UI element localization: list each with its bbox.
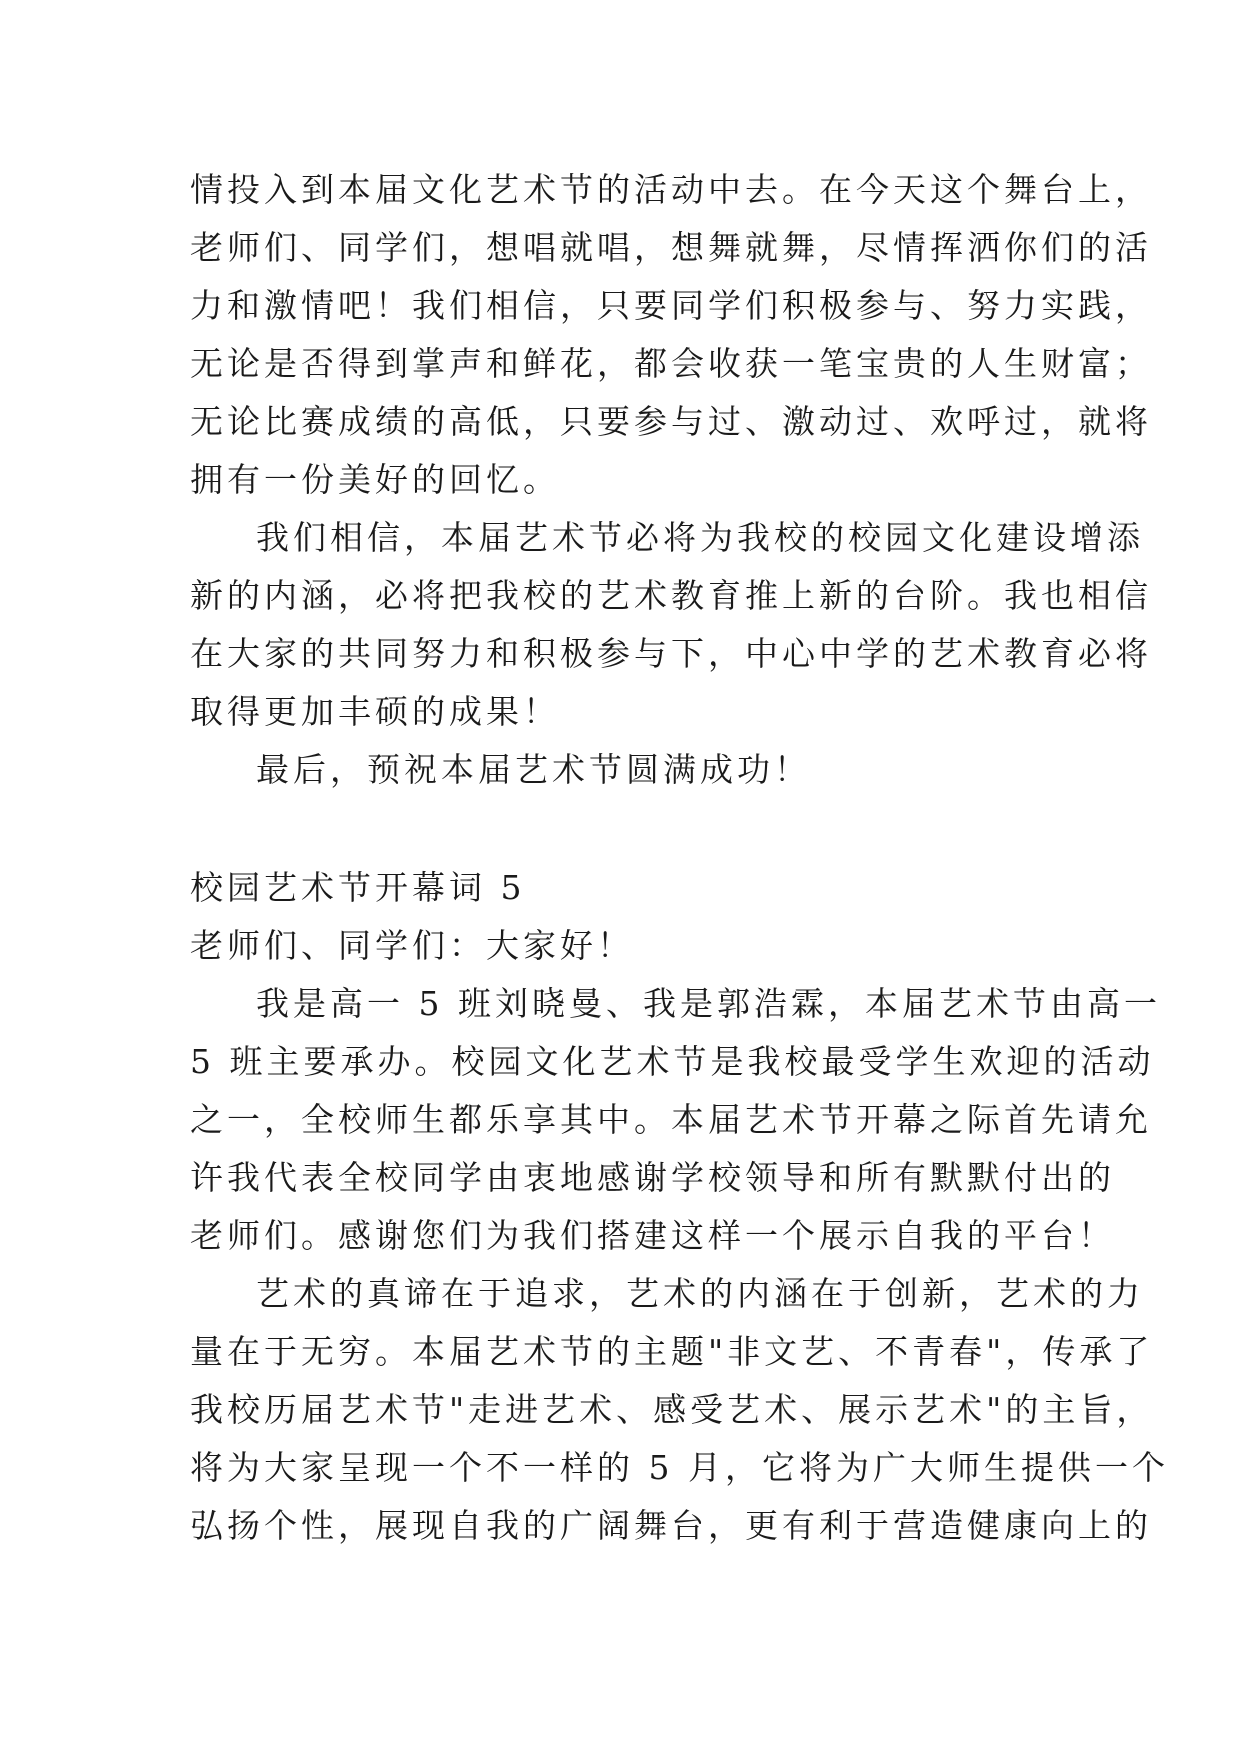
paragraph-line: 取得更加丰硕的成果！ [190, 692, 560, 731]
paragraph-line: 弘扬个性，展现自我的广阔舞台，更有利于营造健康向上的 [190, 1506, 1152, 1545]
paragraph-line: 新的内涵，必将把我校的艺术教育推上新的台阶。我也相信 [190, 576, 1152, 615]
paragraph-line: 艺术的真谛在于追求，艺术的内涵在于创新，艺术的力 [256, 1274, 1144, 1313]
paragraph-line: 力和激情吧！我们相信，只要同学们积极参与、努力实践， [190, 286, 1152, 325]
paragraph-line: 最后，预祝本届艺术节圆满成功！ [256, 750, 811, 789]
paragraph-line: 之一，全校师生都乐享其中。本届艺术节开幕之际首先请允 [190, 1100, 1152, 1139]
paragraph-line: 许我代表全校同学由衷地感谢学校领导和所有默默付出的 [190, 1158, 1115, 1197]
section-title: 校园艺术节开幕词 5 [190, 868, 526, 907]
paragraph-line: 情投入到本届文化艺术节的活动中去。在今天这个舞台上， [190, 170, 1152, 209]
paragraph-line: 5 班主要承办。校园文化艺术节是我校最受学生欢迎的活动 [190, 1042, 1155, 1081]
paragraph-line: 无论是否得到掌声和鲜花，都会收获一笔宝贵的人生财富； [190, 344, 1152, 383]
paragraph-line: 量在于无穷。本届艺术节的主题"非文艺、不青春"，传承了 [190, 1332, 1154, 1371]
paragraph-line: 我们相信，本届艺术节必将为我校的校园文化建设增添 [256, 518, 1144, 557]
paragraph-line: 将为大家呈现一个不一样的 5 月，它将为广大师生提供一个 [190, 1448, 1169, 1487]
greeting: 老师们、同学们：大家好！ [190, 926, 634, 965]
paragraph-line: 无论比赛成绩的高低，只要参与过、激动过、欢呼过，就将 [190, 402, 1152, 441]
paragraph-line: 我是高一 5 班刘晓曼、我是郭浩霖，本届艺术节由高一 [256, 984, 1161, 1023]
paragraph-line: 老师们、同学们，想唱就唱，想舞就舞，尽情挥洒你们的活 [190, 228, 1152, 267]
paragraph-line: 在大家的共同努力和积极参与下，中心中学的艺术教育必将 [190, 634, 1152, 673]
paragraph-line: 老师们。感谢您们为我们搭建这样一个展示自我的平台！ [190, 1216, 1115, 1255]
paragraph-line: 拥有一份美好的回忆。 [190, 460, 560, 499]
paragraph-line: 我校历届艺术节"走进艺术、感受艺术、展示艺术"的主旨， [190, 1390, 1154, 1429]
